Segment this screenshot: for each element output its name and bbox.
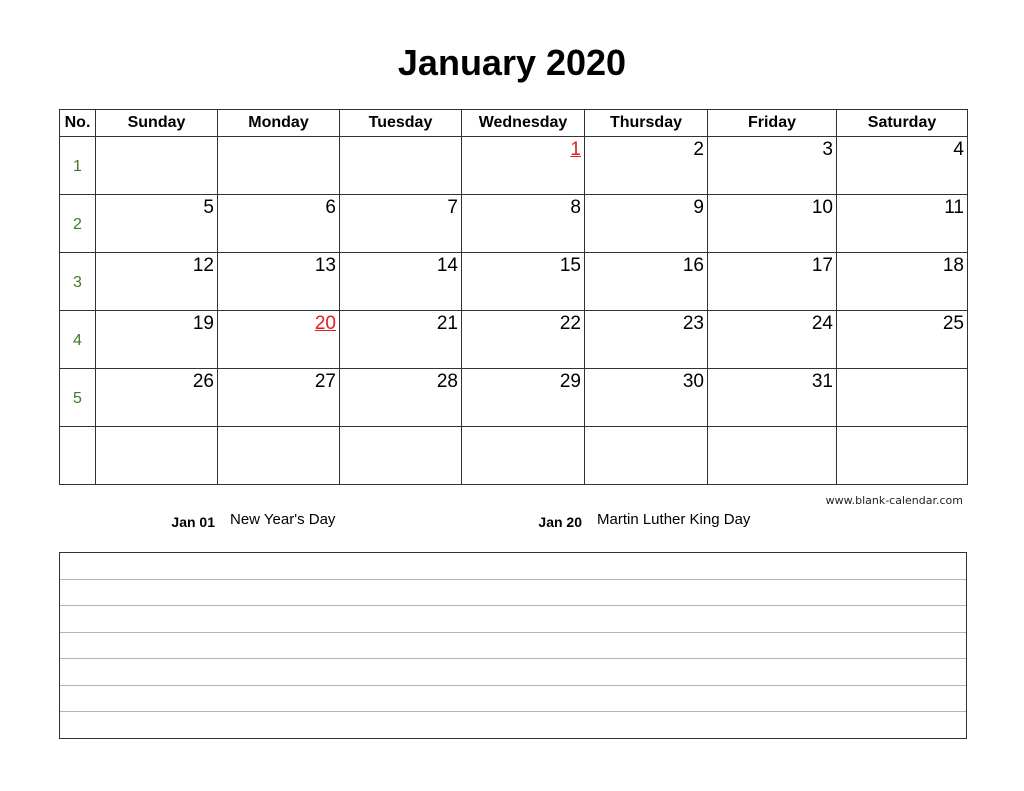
day-number xyxy=(218,137,339,139)
day-cell[interactable] xyxy=(340,137,462,195)
day-cell[interactable] xyxy=(837,369,968,427)
day-number xyxy=(340,427,461,429)
day-cell[interactable] xyxy=(462,427,585,485)
day-number: 14 xyxy=(436,255,458,276)
day-cell[interactable] xyxy=(218,369,340,427)
day-number: 2 xyxy=(693,139,704,160)
day-cell[interactable] xyxy=(340,195,462,253)
day-number: 28 xyxy=(436,371,458,392)
holiday-name: Martin Luther King Day xyxy=(597,511,751,528)
week-number: 4 xyxy=(73,331,82,349)
day-number xyxy=(96,427,217,429)
day-cell[interactable] xyxy=(218,253,340,311)
day-number: 31 xyxy=(811,371,833,392)
day-cell[interactable] xyxy=(837,195,968,253)
day-cell[interactable] xyxy=(585,369,708,427)
week-number-cell xyxy=(60,137,96,195)
day-number: 12 xyxy=(192,255,214,276)
week-number-header: No. xyxy=(60,110,96,137)
weekday-header-monday: Monday xyxy=(218,110,340,137)
day-number xyxy=(585,427,707,429)
day-cell[interactable] xyxy=(340,369,462,427)
day-number: 21 xyxy=(436,313,458,334)
week-number: 2 xyxy=(73,215,82,233)
holiday-date: Jan 20 xyxy=(538,514,582,530)
website-credit: www.blank-calendar.com xyxy=(825,494,963,507)
note-line xyxy=(60,579,966,580)
day-cell[interactable] xyxy=(837,137,968,195)
note-line xyxy=(60,711,966,712)
day-cell[interactable] xyxy=(585,195,708,253)
day-number: 25 xyxy=(942,313,964,334)
day-number: 1 xyxy=(570,139,581,160)
weekday-header-row xyxy=(60,110,968,137)
weekday-header-tuesday: Tuesday xyxy=(340,110,462,137)
week-row xyxy=(60,253,968,311)
day-number: 4 xyxy=(953,139,964,160)
calendar-grid xyxy=(59,109,968,485)
day-cell[interactable] xyxy=(340,311,462,369)
day-cell[interactable] xyxy=(585,311,708,369)
day-number: 18 xyxy=(942,255,964,276)
day-number: 16 xyxy=(682,255,704,276)
day-cell[interactable] xyxy=(708,137,837,195)
note-line xyxy=(60,632,966,633)
day-number xyxy=(708,427,836,429)
day-number: 19 xyxy=(192,313,214,334)
day-number: 27 xyxy=(314,371,336,392)
day-number: 23 xyxy=(682,313,704,334)
day-number: 5 xyxy=(203,197,214,218)
day-number: 24 xyxy=(811,313,833,334)
day-cell[interactable] xyxy=(837,253,968,311)
week-number-cell xyxy=(60,427,96,485)
day-number: 15 xyxy=(559,255,581,276)
day-cell[interactable] xyxy=(585,427,708,485)
day-number xyxy=(340,137,461,139)
day-number: 20 xyxy=(314,313,336,334)
day-cell[interactable] xyxy=(218,427,340,485)
day-number: 11 xyxy=(944,197,964,218)
day-cell[interactable] xyxy=(96,369,218,427)
day-cell[interactable] xyxy=(585,137,708,195)
weekday-header-friday: Friday xyxy=(708,110,837,137)
day-cell[interactable] xyxy=(340,253,462,311)
day-cell[interactable] xyxy=(462,369,585,427)
day-cell[interactable] xyxy=(340,427,462,485)
note-line xyxy=(60,658,966,659)
day-cell[interactable] xyxy=(585,253,708,311)
week-row xyxy=(60,311,968,369)
day-cell[interactable] xyxy=(462,195,585,253)
day-number: 7 xyxy=(447,197,458,218)
week-number: 1 xyxy=(73,157,82,175)
week-row xyxy=(60,137,968,195)
day-number xyxy=(218,427,339,429)
week-row xyxy=(60,195,968,253)
week-row xyxy=(60,427,968,485)
day-cell[interactable] xyxy=(96,137,218,195)
day-number: 17 xyxy=(811,255,833,276)
day-number: 3 xyxy=(822,139,833,160)
day-number: 8 xyxy=(570,197,581,218)
week-number-cell xyxy=(60,253,96,311)
day-number xyxy=(837,427,967,429)
day-number: 29 xyxy=(559,371,581,392)
day-cell[interactable] xyxy=(837,311,968,369)
day-number xyxy=(462,427,584,429)
day-number: 10 xyxy=(811,197,833,218)
day-number: 26 xyxy=(192,371,214,392)
day-cell[interactable] xyxy=(96,427,218,485)
day-cell[interactable] xyxy=(708,369,837,427)
weekday-header-wednesday: Wednesday xyxy=(462,110,585,137)
day-number: 22 xyxy=(559,313,581,334)
day-cell[interactable] xyxy=(708,311,837,369)
day-cell[interactable] xyxy=(462,311,585,369)
day-cell[interactable] xyxy=(708,195,837,253)
day-cell[interactable] xyxy=(837,427,968,485)
day-number xyxy=(837,369,967,371)
day-number: 6 xyxy=(325,197,336,218)
day-cell[interactable] xyxy=(708,427,837,485)
day-cell[interactable] xyxy=(462,253,585,311)
weekday-header-sunday: Sunday xyxy=(96,110,218,137)
day-number: 30 xyxy=(682,371,704,392)
day-number: 9 xyxy=(693,197,704,218)
day-number: 13 xyxy=(314,255,336,276)
week-number-cell xyxy=(60,195,96,253)
day-cell[interactable] xyxy=(218,311,340,369)
week-number: 3 xyxy=(73,273,82,291)
week-number-cell xyxy=(60,311,96,369)
day-cell[interactable] xyxy=(218,137,340,195)
holiday-name: New Year's Day xyxy=(230,511,336,528)
note-line xyxy=(60,605,966,606)
day-cell[interactable] xyxy=(96,195,218,253)
day-cell[interactable] xyxy=(708,253,837,311)
notes-area[interactable] xyxy=(59,552,967,739)
weekday-header-saturday: Saturday xyxy=(837,110,968,137)
day-cell[interactable] xyxy=(96,311,218,369)
week-number: 5 xyxy=(73,389,82,407)
week-number-cell xyxy=(60,369,96,427)
week-row xyxy=(60,369,968,427)
weekday-header-thursday: Thursday xyxy=(585,110,708,137)
holiday-date: Jan 01 xyxy=(171,514,215,530)
day-cell[interactable] xyxy=(462,137,585,195)
calendar-title: January 2020 xyxy=(397,42,627,83)
day-cell[interactable] xyxy=(218,195,340,253)
note-line xyxy=(60,685,966,686)
day-cell[interactable] xyxy=(96,253,218,311)
day-number xyxy=(96,137,217,139)
